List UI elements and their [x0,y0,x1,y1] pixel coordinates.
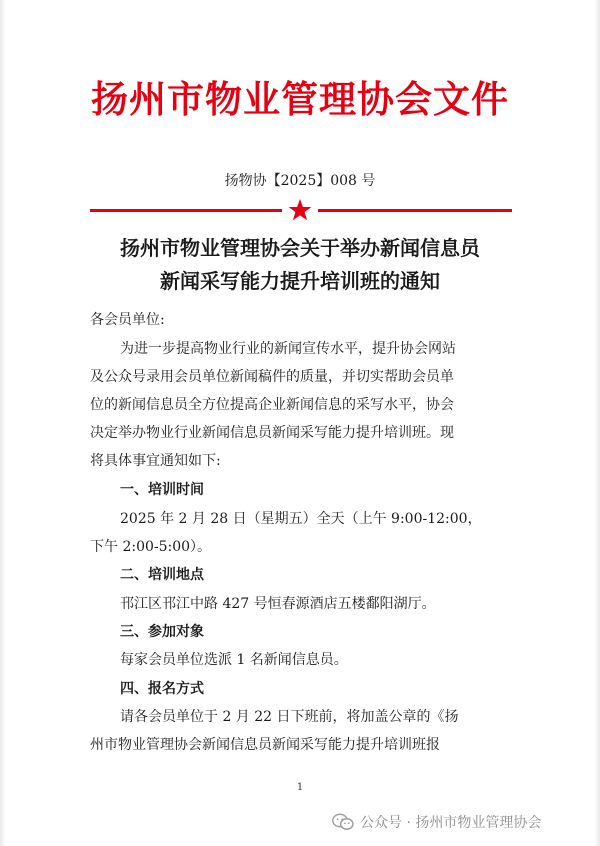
section-participants-line-1: 每家会员单位选派 1 名新闻信息员。 [120,652,348,668]
section-heading-time: 一、培训时间 [120,482,204,498]
notice-title-line-1: 扬州市物业管理协会关于举办新闻信息员 [120,236,480,260]
intro-line-3: 位的新闻信息员全方位提高企业新闻信息的采写水平，协会 [90,397,454,413]
section-heading-registration: 四、报名方式 [120,681,204,697]
intro-line-2: 及公众号录用会员单位新闻稿件的质量，并切实帮助会员单 [90,369,454,385]
wechat-account-watermark [332,810,541,834]
issuer-header-title: 扬州市物业管理协会文件 [91,77,509,121]
wechat-icon [332,813,354,831]
section-time-line-2: 下午 2:00-5:00）。 [90,539,212,555]
watermark-text: 公众号 · 扬州市物业管理协会 [360,815,542,831]
section-time-line-1: 2025 年 2 月 28 日（星期五）全天（上午 9:00-12:00， [120,511,482,527]
document-number: 扬物协【2025】008 号 [224,173,376,189]
notice-title-line-2: 新闻采写能力提升培训班的通知 [160,269,440,293]
page-edge-right [594,0,600,846]
intro-line-4: 决定举办物业行业新闻信息员新闻采写能力提升培训班。现 [90,425,454,441]
salutation: 各会员单位: [90,312,165,328]
section-heading-participants: 三、参加对象 [120,624,204,640]
section-heading-location: 二、培训地点 [120,567,204,583]
red-star-icon [288,198,312,222]
page-edge-left [0,0,6,846]
intro-line-1: 为进一步提高物业行业的新闻宣传水平，提升协会网站 [120,341,456,357]
section-location-line-1: 邗江区邗江中路 427 号恒春源酒店五楼鄱阳湖厅。 [120,596,436,612]
red-divider-left [90,209,282,212]
page-number: 1 [296,782,304,793]
section-registration-line-2: 州市物业管理协会新闻信息员新闻采写能力提升培训班报 [90,737,440,753]
section-registration-line-1: 请各会员单位于 2 月 22 日下班前，将加盖公章的《扬 [120,709,459,725]
red-divider-right [318,209,512,212]
intro-line-5: 将具体事宜通知如下: [90,453,221,469]
